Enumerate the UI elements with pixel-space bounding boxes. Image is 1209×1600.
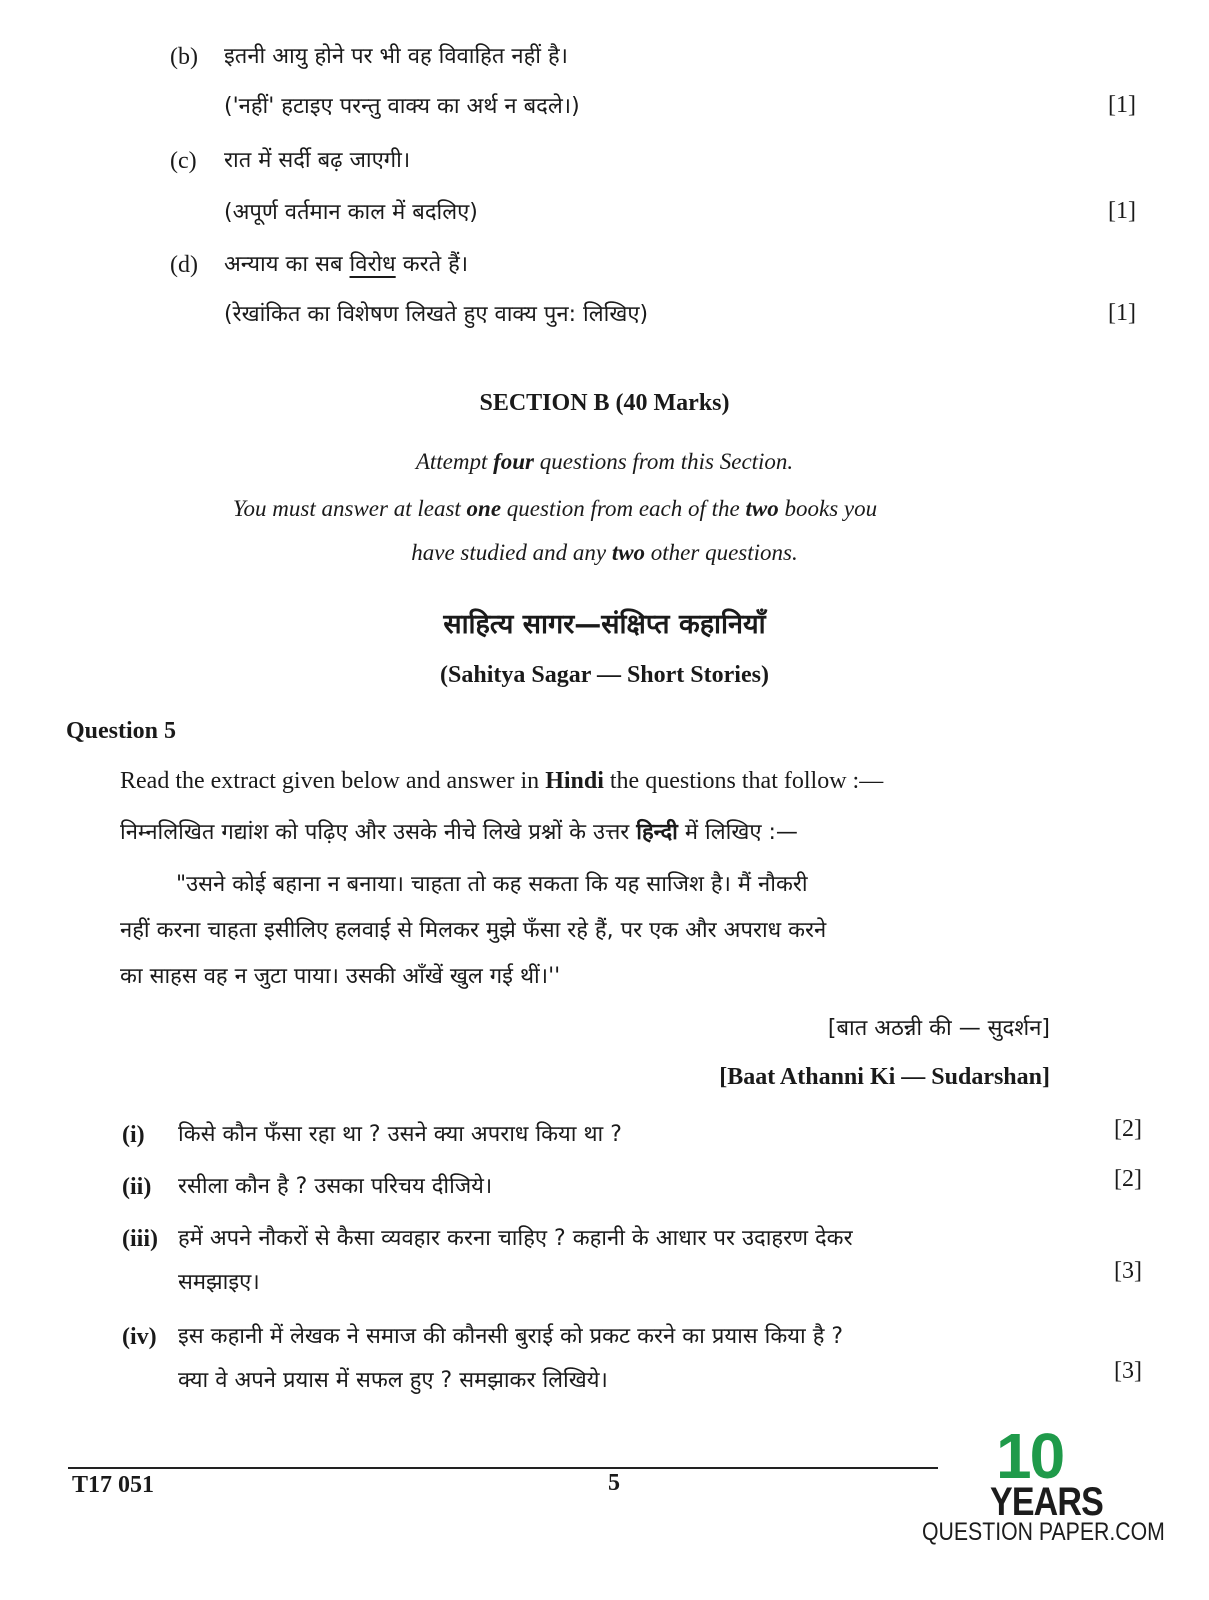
extract-line-2: नहीं करना चाहता इसीलिए हलवाई से मिलकर मुझे फँसा रहे हैं, पर एक और अपराध करने — [120, 918, 827, 943]
sub-q-ii-label: (ii) — [122, 1174, 152, 1200]
sub-q-i-marks: [2] — [1114, 1116, 1142, 1142]
page-number: 5 — [608, 1470, 620, 1496]
item-d-underlined-word: विरोध — [349, 252, 396, 277]
instr2-b: one — [466, 496, 502, 521]
footer-rule — [68, 1467, 938, 1469]
q5-instr-hi-a: निम्नलिखित गद्यांश को पढ़िए और उसके नीचे लिखे प्रश्नों के उत्तर — [120, 820, 630, 845]
book-english-title: (Sahitya Sagar — Short Stories) — [440, 662, 769, 688]
sub-q-iii-text: हमें अपने नौकरों से कैसा व्यवहार करना चाहिए ? कहानी के आधार पर उदाहरण देकर — [178, 1226, 853, 1251]
instr2-a: You must answer at least — [232, 496, 461, 521]
sub-q-iv-text-2: क्या वे अपने प्रयास में सफल हुए ? समझाकर लिखिये। — [178, 1368, 608, 1393]
section-b-title: SECTION B (40 Marks) — [479, 390, 730, 416]
sub-q-ii-marks: [2] — [1114, 1166, 1142, 1192]
book-hindi-title: साहित्य सागर—संक्षिप्त कहानियाँ — [443, 609, 766, 640]
item-c-label: (c) — [170, 148, 197, 174]
sub-q-ii-text: रसीला कौन है ? उसका परिचय दीजिये। — [178, 1174, 493, 1199]
q5-instr-en-b: Hindi — [545, 768, 604, 794]
extract-line-1: "उसने कोई बहाना न बनाया। चाहता तो कह सकता कि यह साजिश है। मैं नौकरी — [176, 872, 808, 897]
paper-code: T17 051 — [72, 1472, 155, 1498]
instr2-d: two — [745, 496, 779, 521]
extract-line-3: का साहस वह न जुटा पाया। उसकी आँखें खुल गई थीं।'' — [120, 964, 561, 989]
q5-instruction-hindi — [120, 816, 798, 846]
sub-q-iv-text: इस कहानी में लेखक ने समाज की कौनसी बुराई को प्रकट करने का प्रयास किया है ? — [178, 1324, 844, 1349]
item-d-instruction: (रेखांकित का विशेषण लिखते हुए वाक्य पुन: लिखिए) — [224, 302, 649, 327]
item-c-marks: [1] — [1108, 198, 1136, 224]
item-c-sentence: रात में सर्दी बढ़ जाएगी। — [224, 148, 411, 173]
item-d-sentence-post: करते हैं। — [402, 252, 469, 277]
item-b-instruction: ('नहीं' हटाइए परन्तु वाक्य का अर्थ न बदले।) — [224, 94, 580, 119]
watermark-word: YEARS — [990, 1480, 1103, 1524]
sub-q-iv-label: (iv) — [122, 1324, 157, 1350]
instr2-e: books you — [784, 496, 878, 521]
sub-q-i-label: (i) — [122, 1122, 145, 1148]
source-hindi: [बात अठन्नी की — सुदर्शन] — [827, 1016, 1050, 1041]
instr1-b: four — [493, 449, 535, 474]
q5-instr-hi-c: में लिखिए :— — [684, 820, 798, 845]
section-b-instruction-2 — [0, 496, 1110, 522]
item-d-marks: [1] — [1108, 300, 1136, 326]
q5-instruction-english — [120, 768, 883, 795]
item-c-instruction: (अपूर्ण वर्तमान काल में बदलिए) — [224, 200, 478, 225]
watermark-site: QUESTION PAPER.COM — [922, 1518, 1165, 1546]
q5-instr-hi-b: हिन्दी — [636, 820, 678, 845]
instr2-c: question from each of the — [506, 496, 740, 521]
instr1-a: Attempt — [415, 449, 488, 474]
instr3-c: other questions. — [650, 540, 798, 565]
item-d-sentence-pre: अन्याय का सब — [224, 252, 343, 277]
source-english: [Baat Athanni Ki — Sudarshan] — [719, 1064, 1050, 1090]
item-b-sentence: इतनी आयु होने पर भी वह विवाहित नहीं है। — [224, 44, 568, 69]
sub-q-iii-text-2: समझाइए। — [178, 1270, 260, 1295]
instr3-b: two — [611, 540, 646, 565]
question-5-heading: Question 5 — [66, 718, 177, 744]
item-b-marks: [1] — [1108, 92, 1136, 118]
section-b-instruction-1 — [0, 449, 1209, 475]
sub-q-iii-label: (iii) — [122, 1226, 158, 1252]
item-d-label: (d) — [170, 252, 198, 278]
instr3-a: have studied and any — [411, 540, 607, 565]
instr1-c: questions from this Section. — [539, 449, 794, 474]
sub-q-iv-marks: [3] — [1114, 1358, 1142, 1384]
q5-instr-en-a: Read the extract given below and answer in — [120, 768, 540, 794]
sub-q-iii-marks: [3] — [1114, 1258, 1142, 1284]
section-b-instruction-3 — [0, 540, 1209, 566]
item-d-sentence — [224, 248, 468, 278]
watermark-number: 10 — [996, 1420, 1064, 1492]
item-b-label: (b) — [170, 44, 198, 70]
sub-q-i-text: किसे कौन फँसा रहा था ? उसने क्या अपराध किया था ? — [178, 1122, 622, 1147]
q5-instr-en-c: the questions that follow :— — [609, 768, 884, 794]
